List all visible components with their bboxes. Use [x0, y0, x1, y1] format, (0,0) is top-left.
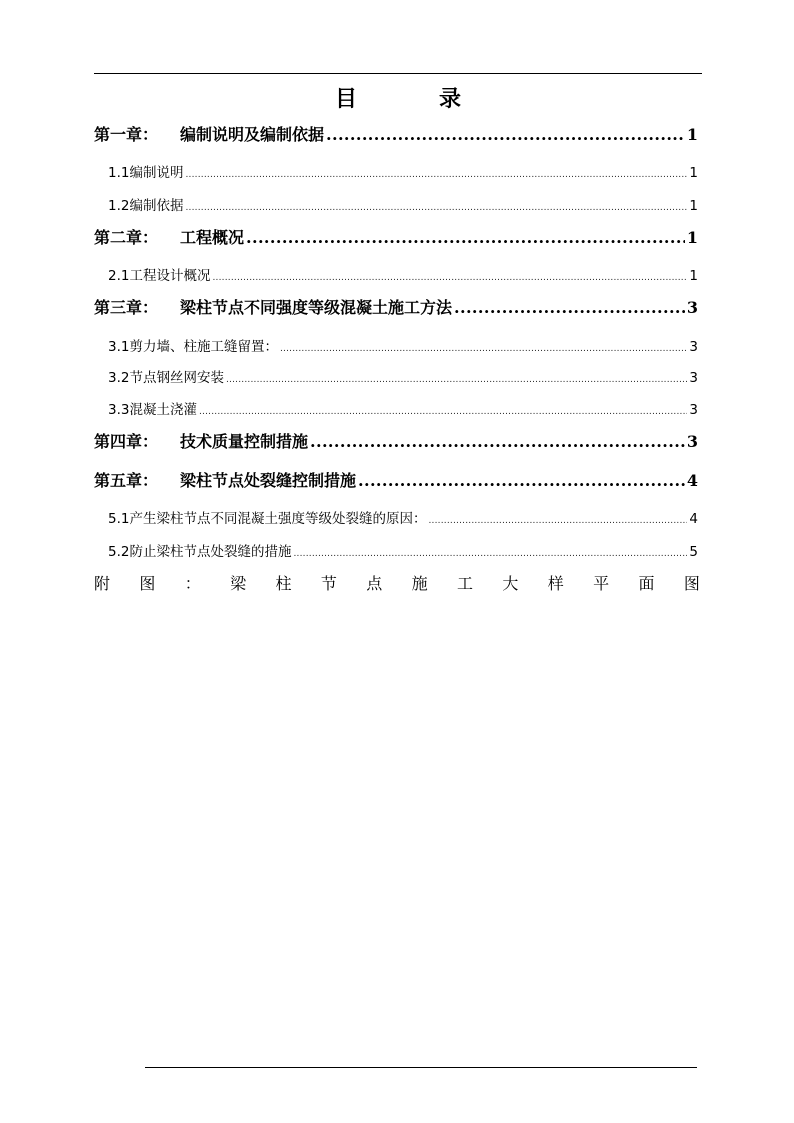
section-number: 5.2: [108, 544, 130, 560]
appendix-char: 工: [457, 574, 474, 593]
appendix-char: 平: [593, 574, 610, 593]
section-title: 剪力墙、柱施工缝留置：: [129, 339, 278, 355]
chapter-title: 梁柱节点处裂缝控制措施: [180, 471, 357, 490]
chapter-number: 第三章：: [94, 298, 159, 317]
section-title: 产生梁柱节点不同混凝土强度等级处裂缝的原因：: [129, 511, 427, 527]
toc-entry-section-3-1[interactable]: [108, 337, 698, 357]
toc-entry-chapter-5[interactable]: [94, 469, 698, 493]
appendix-char: 图: [683, 574, 700, 593]
appendix-char: 大: [502, 574, 519, 593]
page-number: 3: [689, 339, 698, 355]
chapter-number: 第一章：: [94, 125, 159, 144]
chapter-title: 梁柱节点不同强度等级混凝土施工方法: [180, 298, 453, 317]
section-title: 工程设计概况: [129, 268, 211, 284]
section-number: 1.1: [108, 165, 130, 181]
page-number: 3: [686, 298, 698, 317]
page-number: 3: [686, 432, 698, 451]
dot-leader: [185, 198, 687, 218]
page-number: 3: [689, 402, 698, 418]
appendix-char: 附: [94, 574, 111, 593]
toc-entry-section-1-1[interactable]: [108, 163, 698, 183]
toc-entry-section-5-1[interactable]: [108, 509, 698, 529]
appendix-char: 面: [638, 574, 655, 593]
dot-leader: [358, 469, 685, 493]
dot-leader: [326, 123, 685, 147]
section-title: 混凝土浇灌: [129, 402, 197, 418]
appendix-line[interactable]: [94, 572, 700, 596]
chapter-number: 第二章：: [94, 228, 159, 247]
appendix-char: 点: [366, 574, 383, 593]
section-title: 防止梁柱节点处裂缝的措施: [129, 544, 292, 560]
chapter-title: 技术质量控制措施: [180, 432, 309, 451]
section-number: 3.3: [108, 402, 130, 418]
page-number: 4: [689, 511, 698, 527]
appendix-char: 样: [547, 574, 564, 593]
section-number: 5.1: [108, 511, 130, 527]
page-number: 1: [686, 125, 698, 144]
page-number: 1: [689, 165, 698, 181]
section-number: 3.2: [108, 370, 130, 386]
toc-entry-chapter-4[interactable]: [94, 430, 698, 454]
toc-entry-section-1-2[interactable]: [108, 196, 698, 216]
toc-entry-section-5-2[interactable]: [108, 542, 698, 562]
appendix-char: ：: [184, 574, 201, 593]
chapter-number: 第四章：: [94, 432, 159, 451]
dot-leader: [185, 165, 687, 185]
page-number: 5: [689, 544, 698, 560]
page-number: 4: [686, 471, 698, 490]
chapter-title: 编制说明及编制依据: [180, 125, 325, 144]
dot-leader: [293, 544, 687, 564]
section-title: 编制依据: [129, 198, 184, 214]
dot-leader: [199, 402, 687, 422]
toc-entry-section-3-2[interactable]: [108, 368, 698, 388]
toc-title: 目 录: [334, 86, 491, 112]
dot-leader: [226, 370, 687, 390]
section-number: 2.1: [108, 268, 130, 284]
toc-entry-section-2-1[interactable]: [108, 266, 698, 286]
appendix-char: 节: [320, 574, 337, 593]
dot-leader: [310, 430, 685, 454]
toc-entry-section-3-3[interactable]: [108, 400, 698, 420]
toc-entry-chapter-2[interactable]: [94, 226, 698, 250]
toc-entry-chapter-1[interactable]: [94, 123, 698, 147]
page-number: 1: [689, 198, 698, 214]
section-title: 节点钢丝网安装: [129, 370, 224, 386]
dot-leader: [212, 268, 687, 288]
page-number: 3: [689, 370, 698, 386]
appendix-char: 柱: [275, 574, 292, 593]
dot-leader: [428, 511, 687, 531]
dot-leader: [246, 226, 685, 250]
section-number: 3.1: [108, 339, 130, 355]
toc-entry-chapter-3[interactable]: [94, 296, 698, 320]
appendix-char: 施: [411, 574, 428, 593]
dot-leader: [280, 339, 687, 359]
page-number: 1: [689, 268, 698, 284]
chapter-title: 工程概况: [180, 228, 245, 247]
header-rule: [94, 73, 702, 74]
section-number: 1.2: [108, 198, 130, 214]
appendix-char: 梁: [230, 574, 247, 593]
footer-rule: [145, 1067, 697, 1068]
page-number: 1: [686, 228, 698, 247]
appendix-char: 图: [139, 574, 156, 593]
dot-leader: [454, 296, 685, 320]
section-title: 编制说明: [129, 165, 184, 181]
chapter-number: 第五章：: [94, 471, 159, 490]
